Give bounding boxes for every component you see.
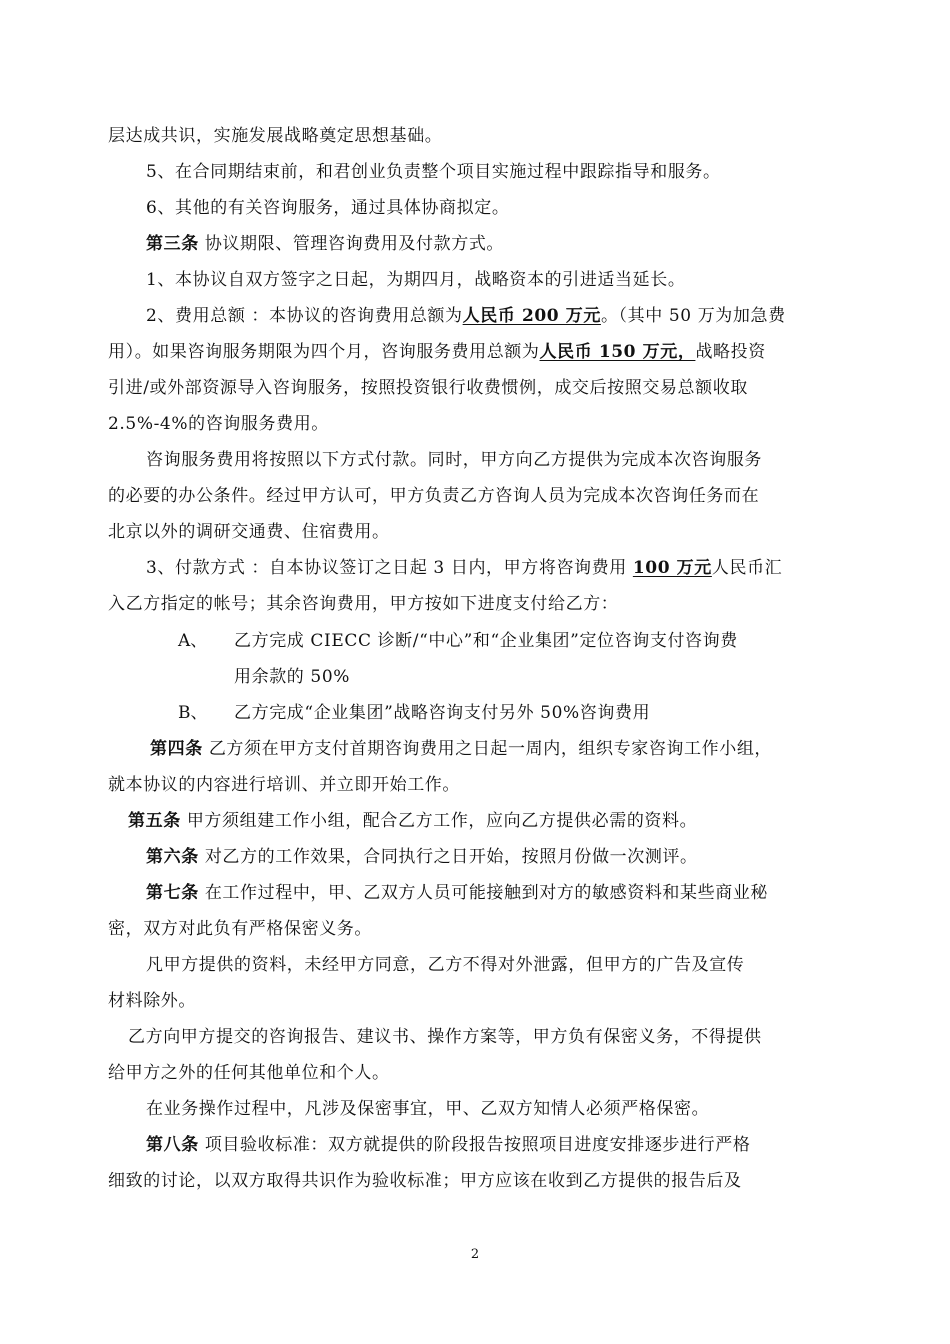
text-run: 对乙方的工作效果，合同执行之日开始，按照月份做一次测评。 bbox=[198, 847, 698, 867]
article-heading: 第八条 bbox=[146, 1135, 199, 1155]
text-run: 乙方完成 CIECC 诊断/“中心”和“企业集团”定位咨询支付咨询费 bbox=[234, 631, 738, 651]
text-line bbox=[108, 125, 844, 147]
text-run: 乙方向甲方提交的咨询报告、建议书、操作方案等，甲方负有保密义务，不得提供 bbox=[128, 1027, 762, 1047]
text-line bbox=[146, 882, 844, 904]
article-heading: 第七条 bbox=[146, 883, 199, 903]
text-line bbox=[146, 197, 846, 219]
emphasized-amount: 人民币 150 万元， bbox=[539, 342, 696, 362]
text-line bbox=[234, 630, 844, 652]
text-run: 2.5%-4%的咨询服务费用。 bbox=[108, 414, 329, 434]
text-line bbox=[146, 846, 846, 868]
text-line bbox=[108, 774, 844, 796]
text-run: 乙方完成“企业集团”战略咨询支付另外 50%咨询费用 bbox=[234, 703, 651, 723]
text-run: 在工作过程中，甲、乙双方人员可能接触到对方的敏感资料和某些商业秘 bbox=[198, 883, 769, 903]
article-heading: 第四条 bbox=[150, 739, 203, 759]
text-line bbox=[128, 810, 848, 832]
text-line bbox=[146, 449, 844, 471]
text-line bbox=[108, 918, 844, 940]
text-line bbox=[108, 341, 844, 363]
text-line bbox=[108, 593, 844, 615]
text-run: 在业务操作过程中，凡涉及保密事宜，甲、乙双方知情人必须严格保密。 bbox=[146, 1099, 710, 1119]
text-run: 用）。如果咨询服务期限为四个月，咨询服务费用总额为 bbox=[108, 342, 540, 362]
text-run: 协议期限、管理咨询费用及付款方式。 bbox=[198, 234, 505, 254]
text-line bbox=[108, 1170, 844, 1192]
text-run: 6、其他的有关咨询服务，通过具体协商拟定。 bbox=[146, 198, 510, 218]
text-run: 战略投资 bbox=[695, 342, 766, 362]
text-run: 甲方须组建工作小组，配合乙方工作，应向乙方提供必需的资料。 bbox=[180, 811, 698, 831]
article-heading: 第六条 bbox=[146, 847, 199, 867]
text-line bbox=[108, 413, 844, 435]
article-heading: 第五条 bbox=[128, 811, 181, 831]
text-line bbox=[146, 269, 846, 291]
text-run: 乙方须在甲方支付首期咨询费用之日起一周内，组织专家咨询工作小组， bbox=[202, 739, 773, 759]
text-line bbox=[108, 485, 844, 507]
text-run: 人民币汇 bbox=[711, 558, 783, 578]
text-run: 2、费用总额 ：本协议的咨询费用总额为 bbox=[146, 306, 463, 326]
text-run: 入乙方指定的帐号；其余咨询费用，甲方按如下进度支付给乙方： bbox=[108, 594, 619, 614]
text-line bbox=[108, 990, 844, 1012]
text-run: 细致的讨论，以双方取得共识作为验收标准；甲方应该在收到乙方提供的报告后及 bbox=[108, 1171, 742, 1191]
text-line bbox=[146, 1098, 846, 1120]
text-line bbox=[150, 738, 848, 760]
text-run: 的必要的办公条件。经过甲方认可，甲方负责乙方咨询人员为完成本次咨询任务而在 bbox=[108, 486, 760, 506]
text-line bbox=[108, 1062, 844, 1084]
text-run: 3、付款方式 ：自本协议签订之日起 3 日内，甲方将咨询费用 bbox=[146, 558, 633, 578]
text-run: 5、在合同期结束前，和君创业负责整个项目实施过程中跟踪指导和服务。 bbox=[146, 162, 721, 182]
text-run: 引进/或外部资源导入咨询服务，按照投资银行收费惯例，成交后按照交易总额收取 bbox=[108, 378, 748, 398]
text-line bbox=[146, 233, 846, 255]
list-marker-b: B、 bbox=[178, 703, 208, 723]
text-run: 项目验收标准：双方就提供的阶段报告按照项目进度安排逐步进行严格 bbox=[198, 1135, 751, 1155]
list-marker-a: A、 bbox=[178, 631, 208, 651]
emphasized-amount: 100 万元 bbox=[632, 558, 712, 578]
text-run: 材料除外。 bbox=[108, 991, 196, 1011]
text-run: 就本协议的内容进行培训、并立即开始工作。 bbox=[108, 775, 460, 795]
text-run: 层达成共识，实施发展战略奠定思想基础。 bbox=[108, 126, 443, 146]
article-heading: 第三条 bbox=[146, 234, 199, 254]
text-line bbox=[146, 954, 844, 976]
text-run: 咨询服务费用将按照以下方式付款。同时，甲方向乙方提供为完成本次咨询服务 bbox=[146, 450, 762, 470]
text-line bbox=[234, 702, 844, 724]
text-run: 1、本协议自双方签字之日起，为期四月，战略资本的引进适当延长。 bbox=[146, 270, 686, 290]
text-line bbox=[146, 557, 844, 579]
text-run: 给甲方之外的任何其他单位和个人。 bbox=[108, 1063, 390, 1083]
text-line bbox=[234, 666, 844, 688]
text-line bbox=[146, 161, 846, 183]
text-run: 凡甲方提供的资料，未经甲方同意，乙方不得对外泄露，但甲方的广告及宣传 bbox=[146, 955, 745, 975]
text-line bbox=[146, 1134, 844, 1156]
emphasized-amount: 人民币 200 万元 bbox=[462, 306, 601, 326]
text-line bbox=[108, 377, 844, 399]
text-line bbox=[146, 305, 844, 327]
text-line bbox=[108, 521, 844, 543]
text-run: 用余款的 50% bbox=[234, 667, 350, 687]
text-run: 北京以外的调研交通费、住宿费用。 bbox=[108, 522, 390, 542]
text-run: 密，双方对此负有严格保密义务。 bbox=[108, 919, 372, 939]
text-line bbox=[128, 1026, 844, 1048]
text-run: 。（其中 50 万为加急费 bbox=[600, 306, 786, 326]
page-number: 2 bbox=[470, 1247, 480, 1262]
